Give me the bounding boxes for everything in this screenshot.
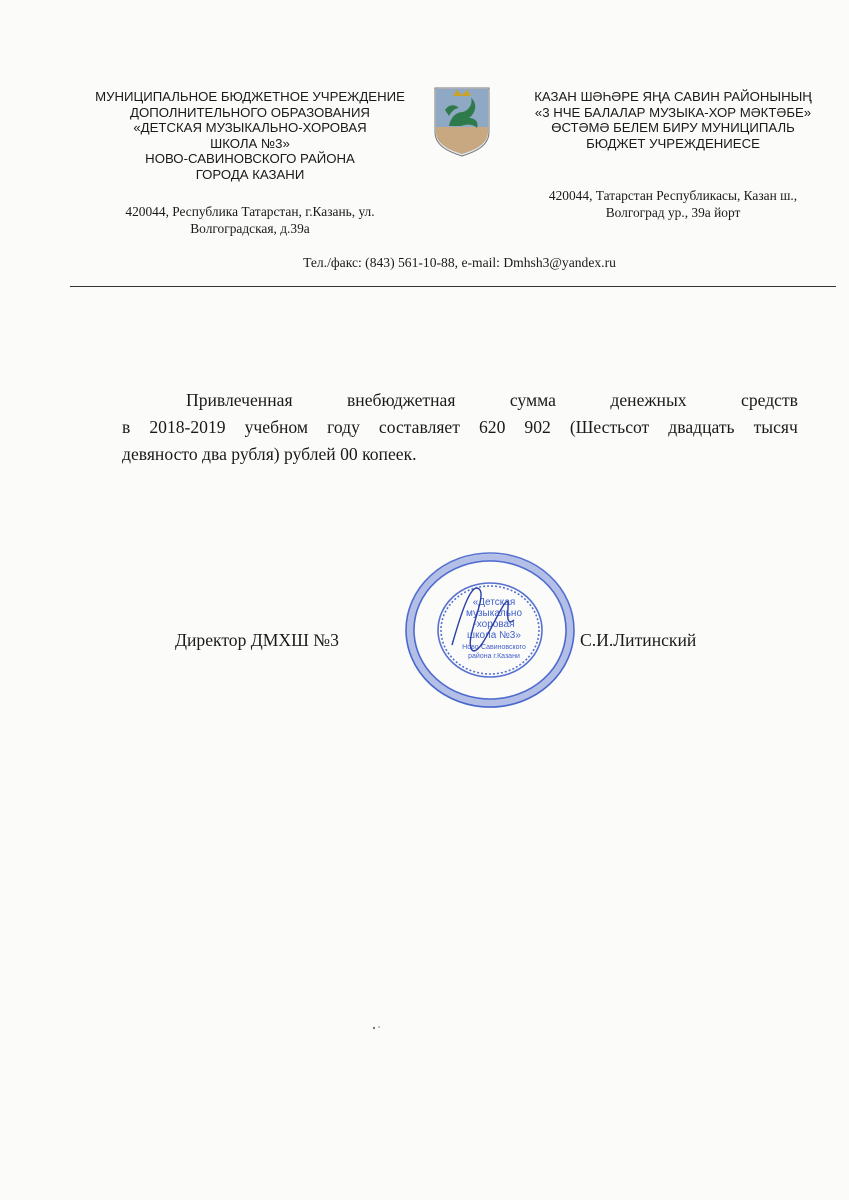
official-stamp — [402, 550, 578, 710]
body-paragraph — [122, 387, 798, 468]
header-left-block — [70, 89, 430, 237]
kazan-coat-of-arms-icon — [431, 86, 493, 158]
signature-name: С.И.Литинский — [580, 630, 697, 650]
stamp-line-3: -хоровая — [473, 619, 515, 630]
body-line-1: Привлеченная внебюджетная сумма денежных средств — [186, 390, 798, 410]
stamp-line-5: Ново-Савиновского — [462, 644, 526, 651]
stamp-line-4: школа №3» — [467, 630, 521, 641]
body-line-3: девяносто два рубля) рублей 00 копеек. — [122, 444, 417, 464]
header-divider — [70, 286, 836, 287]
stamp-line-1: «Детская — [472, 597, 516, 608]
address-tt: 420044, Татарстан Республикасы, Казан ш., Волгоград ур., 39а йорт — [548, 188, 798, 221]
scan-speck — [370, 1024, 384, 1032]
signature-title: Директор ДМХШ №3 — [175, 630, 339, 650]
stamp-line-2: музыкально — [465, 608, 523, 619]
org-name-tt: КАЗАН ШӘҺӘРЕ ЯҢА САВИН РАЙОНЫНЫҢ «3 НЧЕ БАЛАЛАР МУЗЫКА-ХОР МӘКТӘБЕ» ӨСТӘМӘ БЕЛЕМ БИРУ МУНИЦИПАЛЬ БЮДЖЕТ УЧРЕЖДЕНИЕСЕ — [534, 89, 812, 151]
header-right-block — [498, 89, 848, 221]
address-ru: 420044, Республика Татарстан, г.Казань, ул. Волгоградская, д.39а — [125, 203, 375, 236]
contact-line: Тел./факс: (843) 561-10-88, e-mail: Dmhsh3@yandex.ru — [303, 255, 616, 270]
org-name-ru: МУНИЦИПАЛЬНОЕ БЮДЖЕТНОЕ УЧРЕЖДЕНИЕ ДОПОЛНИТЕЛЬНОГО ОБРАЗОВАНИЯ «ДЕТСКАЯ МУЗЫКАЛЬНО-ХОРОВАЯ ШКОЛА №3» НОВО-САВИНОВСКОГО РАЙОНА ГОРОДА КАЗАНИ — [95, 89, 405, 182]
stamp-line-6: района г.Казани — [468, 653, 520, 660]
body-line-2: в 2018-2019 учебном году составляет 620 902 (Шестьсот двадцать тысяч — [122, 417, 798, 437]
